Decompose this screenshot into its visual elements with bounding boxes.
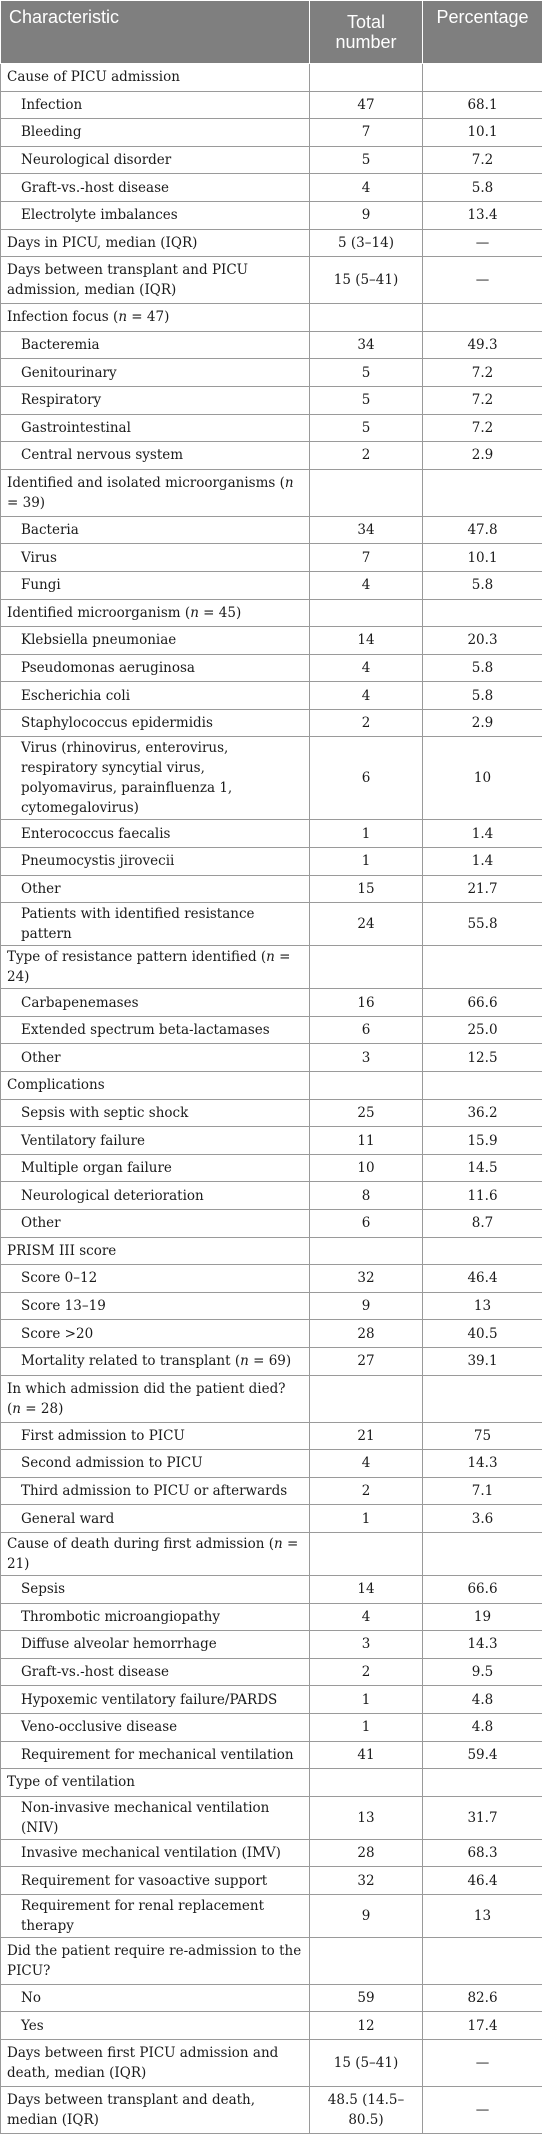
row-percentage: 10.1	[423, 544, 542, 572]
table-row	[1, 386, 542, 414]
table-row	[1, 146, 542, 174]
table-row	[1, 1320, 542, 1348]
row-total-number: 5	[310, 146, 423, 174]
row-percentage: 46.4	[423, 1265, 542, 1293]
table-row	[1, 2087, 542, 2134]
row-percentage	[423, 599, 542, 627]
row-characteristic: Staphylococcus epidermidis	[1, 709, 310, 737]
row-total-number: 28	[310, 1839, 423, 1867]
table-row	[1, 682, 542, 710]
row-percentage: 3.6	[423, 1505, 542, 1533]
row-percentage	[423, 64, 542, 92]
table-row	[1, 875, 542, 903]
table-row	[1, 1375, 542, 1422]
row-percentage: —	[423, 2040, 542, 2087]
row-characteristic: Complications	[1, 1072, 310, 1100]
table-row	[1, 1450, 542, 1478]
row-total-number: 11	[310, 1127, 423, 1155]
row-percentage: 68.3	[423, 1839, 542, 1867]
row-characteristic: Score 0–12	[1, 1265, 310, 1293]
table-row	[1, 414, 542, 442]
row-characteristic: Patients with identified resistance pattern	[1, 903, 310, 946]
row-total-number: 7	[310, 544, 423, 572]
row-characteristic: Infection focus (n = 47)	[1, 304, 310, 332]
table-row	[1, 119, 542, 147]
row-total-number: 4	[310, 571, 423, 599]
row-percentage: 14.3	[423, 1450, 542, 1478]
row-characteristic: Other	[1, 1210, 310, 1238]
row-percentage: 10	[423, 737, 542, 820]
table-row	[1, 1984, 542, 2012]
row-percentage: 20.3	[423, 627, 542, 655]
row-characteristic: Virus (rhinovirus, enterovirus, respiratory syncytial virus, polyomavirus, parainfluenza 1, cytomegalovirus)	[1, 737, 310, 820]
row-percentage: 66.6	[423, 1575, 542, 1603]
row-total-number: 1	[310, 848, 423, 876]
row-percentage: 7.2	[423, 359, 542, 387]
row-percentage: 5.8	[423, 174, 542, 202]
row-percentage: 66.6	[423, 989, 542, 1017]
table-row	[1, 174, 542, 202]
row-percentage: 7.2	[423, 146, 542, 174]
row-characteristic: Other	[1, 1044, 310, 1072]
table-row	[1, 737, 542, 820]
row-total-number: 4	[310, 1450, 423, 1478]
table-row	[1, 989, 542, 1017]
row-total-number: 47	[310, 91, 423, 119]
row-percentage: 7.1	[423, 1477, 542, 1505]
table-row	[1, 229, 542, 257]
header-total-number: Total number	[310, 1, 423, 64]
row-total-number: 2	[310, 709, 423, 737]
row-characteristic: Escherichia coli	[1, 682, 310, 710]
row-characteristic: Third admission to PICU or afterwards	[1, 1477, 310, 1505]
row-characteristic: Klebsiella pneumoniae	[1, 627, 310, 655]
row-characteristic: Central nervous system	[1, 442, 310, 470]
row-percentage: 59.4	[423, 1741, 542, 1769]
table-row	[1, 1532, 542, 1575]
row-total-number: 48.5 (14.5–80.5)	[310, 2087, 423, 2134]
header-percentage: Percentage	[423, 1, 542, 64]
row-total-number: 2	[310, 442, 423, 470]
row-characteristic: Diffuse alveolar hemorrhage	[1, 1631, 310, 1659]
row-total-number	[310, 1375, 423, 1422]
row-characteristic: Pneumocystis jirovecii	[1, 848, 310, 876]
table-row	[1, 946, 542, 989]
row-percentage: —	[423, 257, 542, 304]
row-total-number	[310, 1937, 423, 1984]
row-percentage: 14.5	[423, 1154, 542, 1182]
row-characteristic: Other	[1, 875, 310, 903]
table-row	[1, 1603, 542, 1631]
row-total-number: 32	[310, 1867, 423, 1895]
row-percentage: 8.7	[423, 1210, 542, 1238]
table-row	[1, 1044, 542, 1072]
table-row	[1, 469, 542, 516]
table-row	[1, 2012, 542, 2040]
row-characteristic: Days between transplant and PICU admission, median (IQR)	[1, 257, 310, 304]
row-total-number: 5 (3–14)	[310, 229, 423, 257]
table-row	[1, 2040, 542, 2087]
row-total-number	[310, 304, 423, 332]
row-percentage: 15.9	[423, 1127, 542, 1155]
table-row	[1, 1265, 542, 1293]
row-total-number: 15 (5–41)	[310, 257, 423, 304]
row-percentage: 2.9	[423, 709, 542, 737]
table-row	[1, 1127, 542, 1155]
row-characteristic: Pseudomonas aeruginosa	[1, 654, 310, 682]
row-characteristic: Hypoxemic ventilatory failure/PARDS	[1, 1686, 310, 1714]
row-percentage: 36.2	[423, 1099, 542, 1127]
table-row	[1, 1099, 542, 1127]
row-total-number	[310, 1769, 423, 1797]
row-total-number: 7	[310, 119, 423, 147]
row-total-number: 12	[310, 2012, 423, 2040]
row-total-number: 9	[310, 1292, 423, 1320]
row-percentage	[423, 304, 542, 332]
row-characteristic: Fungi	[1, 571, 310, 599]
table-row	[1, 627, 542, 655]
row-characteristic: Days between transplant and death, median (IQR)	[1, 2087, 310, 2134]
table-row	[1, 331, 542, 359]
row-percentage: 19	[423, 1603, 542, 1631]
table-row	[1, 442, 542, 470]
row-total-number: 2	[310, 1477, 423, 1505]
row-percentage: 21.7	[423, 875, 542, 903]
row-characteristic: Second admission to PICU	[1, 1450, 310, 1478]
row-characteristic: Sepsis	[1, 1575, 310, 1603]
row-characteristic: Bleeding	[1, 119, 310, 147]
row-total-number: 1	[310, 1505, 423, 1533]
row-characteristic: Thrombotic microangiopathy	[1, 1603, 310, 1631]
row-percentage: —	[423, 229, 542, 257]
table-row	[1, 257, 542, 304]
row-total-number: 24	[310, 903, 423, 946]
table-row	[1, 64, 542, 92]
row-total-number: 13	[310, 1796, 423, 1839]
row-percentage: 47.8	[423, 516, 542, 544]
table-row	[1, 1713, 542, 1741]
row-total-number: 4	[310, 1603, 423, 1631]
table-row	[1, 1347, 542, 1375]
row-total-number: 1	[310, 820, 423, 848]
row-characteristic: Type of resistance pattern identified (n = 24)	[1, 946, 310, 989]
row-percentage: 5.8	[423, 654, 542, 682]
row-characteristic: First admission to PICU	[1, 1422, 310, 1450]
table-row	[1, 1796, 542, 1839]
row-characteristic: Requirement for vasoactive support	[1, 1867, 310, 1895]
table-row	[1, 1658, 542, 1686]
table-row	[1, 903, 542, 946]
row-characteristic: Electrolyte imbalances	[1, 201, 310, 229]
row-characteristic: Score 13–19	[1, 1292, 310, 1320]
row-characteristic: Days between first PICU admission and death, median (IQR)	[1, 2040, 310, 2087]
row-characteristic: Graft-vs.-host disease	[1, 1658, 310, 1686]
table-row	[1, 544, 542, 572]
row-total-number: 5	[310, 359, 423, 387]
row-characteristic: Graft-vs.-host disease	[1, 174, 310, 202]
table-row	[1, 820, 542, 848]
row-characteristic: Yes	[1, 2012, 310, 2040]
row-characteristic: No	[1, 1984, 310, 2012]
row-percentage: 46.4	[423, 1867, 542, 1895]
row-characteristic: Requirement for renal replacement therapy	[1, 1894, 310, 1937]
row-total-number: 4	[310, 654, 423, 682]
row-characteristic: Requirement for mechanical ventilation	[1, 1741, 310, 1769]
row-percentage: 39.1	[423, 1347, 542, 1375]
row-characteristic: Neurological deterioration	[1, 1182, 310, 1210]
row-characteristic: Identified and isolated microorganisms (n = 39)	[1, 469, 310, 516]
row-characteristic: Bacteremia	[1, 331, 310, 359]
row-characteristic: Score >20	[1, 1320, 310, 1348]
row-total-number: 6	[310, 1016, 423, 1044]
table-row	[1, 1292, 542, 1320]
row-total-number: 41	[310, 1741, 423, 1769]
row-characteristic: Non-invasive mechanical ventilation (NIV)	[1, 1796, 310, 1839]
row-total-number: 1	[310, 1713, 423, 1741]
row-percentage: 11.6	[423, 1182, 542, 1210]
row-percentage: —	[423, 2087, 542, 2134]
table-row	[1, 1631, 542, 1659]
row-total-number: 15 (5–41)	[310, 2040, 423, 2087]
row-characteristic: Invasive mechanical ventilation (IMV)	[1, 1839, 310, 1867]
row-characteristic: Identified microorganism (n = 45)	[1, 599, 310, 627]
table-row	[1, 1016, 542, 1044]
table-row	[1, 304, 542, 332]
table-row	[1, 1072, 542, 1100]
table-row	[1, 709, 542, 737]
row-characteristic: Sepsis with septic shock	[1, 1099, 310, 1127]
row-percentage: 82.6	[423, 1984, 542, 2012]
row-percentage: 49.3	[423, 331, 542, 359]
row-percentage: 7.2	[423, 386, 542, 414]
row-total-number	[310, 599, 423, 627]
table-row	[1, 1937, 542, 1984]
row-characteristic: Bacteria	[1, 516, 310, 544]
row-characteristic: Type of ventilation	[1, 1769, 310, 1797]
row-total-number	[310, 946, 423, 989]
table-row	[1, 1505, 542, 1533]
table-row	[1, 571, 542, 599]
table-row	[1, 1741, 542, 1769]
row-percentage: 1.4	[423, 848, 542, 876]
row-total-number: 5	[310, 414, 423, 442]
table-row	[1, 1422, 542, 1450]
table-row	[1, 1575, 542, 1603]
row-percentage: 10.1	[423, 119, 542, 147]
row-total-number: 8	[310, 1182, 423, 1210]
row-percentage	[423, 1769, 542, 1797]
row-total-number: 25	[310, 1099, 423, 1127]
table-row	[1, 91, 542, 119]
row-percentage	[423, 1072, 542, 1100]
row-total-number: 28	[310, 1320, 423, 1348]
row-percentage	[423, 1532, 542, 1575]
row-characteristic: Did the patient require re-admission to the PICU?	[1, 1937, 310, 1984]
row-percentage	[423, 1937, 542, 1984]
table-row	[1, 1894, 542, 1937]
table-row	[1, 359, 542, 387]
row-characteristic: Carbapenemases	[1, 989, 310, 1017]
row-total-number: 10	[310, 1154, 423, 1182]
row-percentage: 7.2	[423, 414, 542, 442]
row-total-number	[310, 1237, 423, 1265]
row-total-number: 34	[310, 331, 423, 359]
row-total-number: 6	[310, 737, 423, 820]
row-characteristic: Cause of PICU admission	[1, 64, 310, 92]
row-percentage: 4.8	[423, 1713, 542, 1741]
table-row	[1, 1839, 542, 1867]
row-total-number: 59	[310, 1984, 423, 2012]
row-total-number: 2	[310, 1658, 423, 1686]
row-characteristic: Cause of death during first admission (n = 21)	[1, 1532, 310, 1575]
row-total-number: 4	[310, 682, 423, 710]
row-total-number: 15	[310, 875, 423, 903]
row-characteristic: Ventilatory failure	[1, 1127, 310, 1155]
row-total-number	[310, 64, 423, 92]
row-characteristic: Genitourinary	[1, 359, 310, 387]
row-characteristic: General ward	[1, 1505, 310, 1533]
row-percentage: 9.5	[423, 1658, 542, 1686]
row-percentage	[423, 469, 542, 516]
row-percentage: 13.4	[423, 201, 542, 229]
row-characteristic: Gastrointestinal	[1, 414, 310, 442]
row-percentage: 4.8	[423, 1686, 542, 1714]
row-percentage: 2.9	[423, 442, 542, 470]
table-row	[1, 654, 542, 682]
row-total-number: 3	[310, 1044, 423, 1072]
table-row	[1, 1154, 542, 1182]
table-row	[1, 516, 542, 544]
row-percentage: 13	[423, 1894, 542, 1937]
row-percentage	[423, 946, 542, 989]
table-row	[1, 1237, 542, 1265]
row-percentage	[423, 1237, 542, 1265]
row-percentage: 14.3	[423, 1631, 542, 1659]
table-row	[1, 1769, 542, 1797]
row-total-number: 9	[310, 1894, 423, 1937]
row-percentage: 12.5	[423, 1044, 542, 1072]
row-total-number: 6	[310, 1210, 423, 1238]
row-total-number	[310, 1072, 423, 1100]
table-row	[1, 1686, 542, 1714]
row-characteristic: In which admission did the patient died? (n = 28)	[1, 1375, 310, 1422]
row-characteristic: Infection	[1, 91, 310, 119]
row-total-number	[310, 469, 423, 516]
row-total-number: 32	[310, 1265, 423, 1293]
row-percentage: 68.1	[423, 91, 542, 119]
row-characteristic: PRISM III score	[1, 1237, 310, 1265]
row-percentage	[423, 1375, 542, 1422]
row-characteristic: Extended spectrum beta-lactamases	[1, 1016, 310, 1044]
row-total-number: 27	[310, 1347, 423, 1375]
row-characteristic: Mortality related to transplant (n = 69)	[1, 1347, 310, 1375]
table-row	[1, 1477, 542, 1505]
row-percentage: 31.7	[423, 1796, 542, 1839]
row-percentage: 25.0	[423, 1016, 542, 1044]
header-characteristic: Characteristic	[1, 1, 310, 64]
row-total-number: 14	[310, 1575, 423, 1603]
table-header-row	[1, 1, 542, 64]
row-characteristic: Virus	[1, 544, 310, 572]
row-total-number: 5	[310, 386, 423, 414]
row-percentage: 17.4	[423, 2012, 542, 2040]
row-total-number: 34	[310, 516, 423, 544]
row-total-number: 21	[310, 1422, 423, 1450]
row-total-number: 14	[310, 627, 423, 655]
row-percentage: 1.4	[423, 820, 542, 848]
row-percentage: 5.8	[423, 571, 542, 599]
row-characteristic: Days in PICU, median (IQR)	[1, 229, 310, 257]
row-percentage: 75	[423, 1422, 542, 1450]
table-row	[1, 1210, 542, 1238]
row-characteristic: Enterococcus faecalis	[1, 820, 310, 848]
table-row	[1, 599, 542, 627]
row-total-number: 3	[310, 1631, 423, 1659]
table-row	[1, 201, 542, 229]
table-row	[1, 1182, 542, 1210]
row-total-number: 4	[310, 174, 423, 202]
row-characteristic: Multiple organ failure	[1, 1154, 310, 1182]
row-percentage: 40.5	[423, 1320, 542, 1348]
row-characteristic: Respiratory	[1, 386, 310, 414]
table-row	[1, 1867, 542, 1895]
row-characteristic: Neurological disorder	[1, 146, 310, 174]
row-characteristic: Veno-occlusive disease	[1, 1713, 310, 1741]
row-percentage: 13	[423, 1292, 542, 1320]
row-total-number: 9	[310, 201, 423, 229]
row-total-number: 1	[310, 1686, 423, 1714]
table-row	[1, 848, 542, 876]
row-percentage: 5.8	[423, 682, 542, 710]
row-total-number	[310, 1532, 423, 1575]
row-percentage: 55.8	[423, 903, 542, 946]
table-body	[1, 64, 542, 2134]
row-total-number: 16	[310, 989, 423, 1017]
